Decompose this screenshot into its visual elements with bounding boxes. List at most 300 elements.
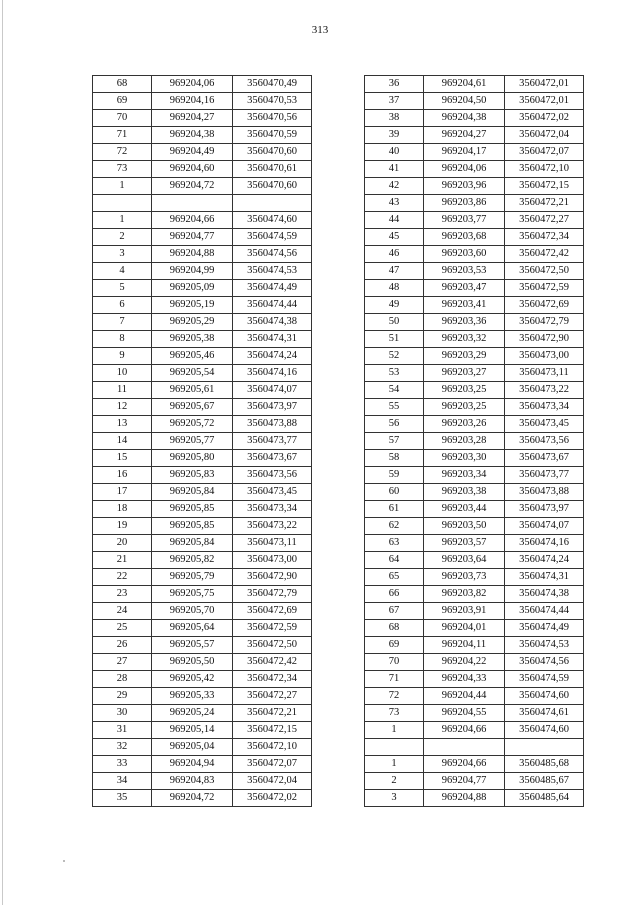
y-coordinate-cell: 3560474,24: [233, 348, 312, 365]
table-row: [365, 263, 584, 280]
table-row: [93, 161, 312, 178]
table-row: [365, 110, 584, 127]
x-coordinate-cell: 969203,47: [424, 280, 505, 297]
point-number-cell: 3: [365, 790, 424, 807]
point-number-cell: 51: [365, 331, 424, 348]
x-coordinate-cell: 969205,38: [152, 331, 233, 348]
point-number-cell: 9: [93, 348, 152, 365]
y-coordinate-cell: 3560472,34: [505, 229, 584, 246]
x-coordinate-cell: 969205,64: [152, 620, 233, 637]
y-coordinate-cell: 3560473,00: [233, 552, 312, 569]
x-coordinate-cell: 969203,86: [424, 195, 505, 212]
y-coordinate-cell: 3560472,90: [505, 331, 584, 348]
table-row: [365, 433, 584, 450]
point-number-cell: 1: [93, 212, 152, 229]
x-coordinate-cell: 969205,24: [152, 705, 233, 722]
x-coordinate-cell: 969203,25: [424, 382, 505, 399]
table-row: [93, 739, 312, 756]
table-row: [93, 297, 312, 314]
y-coordinate-cell: 3560474,61: [505, 705, 584, 722]
table-row: [365, 620, 584, 637]
x-coordinate-cell: 969203,30: [424, 450, 505, 467]
y-coordinate-cell: 3560470,49: [233, 76, 312, 93]
table-row: [365, 399, 584, 416]
x-coordinate-cell: 969205,83: [152, 467, 233, 484]
table-row: [365, 637, 584, 654]
point-number-cell: 33: [93, 756, 152, 773]
point-number-cell: 36: [365, 76, 424, 93]
y-coordinate-cell: 3560474,38: [233, 314, 312, 331]
x-coordinate-cell: 969205,61: [152, 382, 233, 399]
table-row: [93, 773, 312, 790]
y-coordinate-cell: 3560485,67: [505, 773, 584, 790]
point-number-cell: 4: [93, 263, 152, 280]
x-coordinate-cell: 969205,75: [152, 586, 233, 603]
y-coordinate-cell: 3560472,79: [505, 314, 584, 331]
y-coordinate-cell: 3560474,07: [505, 518, 584, 535]
x-coordinate-cell: 969205,82: [152, 552, 233, 569]
point-number-cell: 54: [365, 382, 424, 399]
point-number-cell: 1: [365, 722, 424, 739]
x-coordinate-cell: 969204,66: [424, 722, 505, 739]
y-coordinate-cell: 3560472,27: [505, 212, 584, 229]
point-number-cell: 70: [365, 654, 424, 671]
y-coordinate-cell: 3560473,97: [233, 399, 312, 416]
point-number-cell: 26: [93, 637, 152, 654]
x-coordinate-cell: 969204,66: [152, 212, 233, 229]
y-coordinate-cell: 3560473,11: [233, 535, 312, 552]
y-coordinate-cell: 3560474,44: [233, 297, 312, 314]
table-body: [365, 76, 584, 807]
y-coordinate-cell: 3560472,50: [233, 637, 312, 654]
x-coordinate-cell: 969205,29: [152, 314, 233, 331]
x-coordinate-cell: 969204,99: [152, 263, 233, 280]
point-number-cell: 59: [365, 467, 424, 484]
x-coordinate-cell: 969205,09: [152, 280, 233, 297]
point-number-cell: 6: [93, 297, 152, 314]
x-coordinate-cell: [424, 739, 505, 756]
table-row: [93, 416, 312, 433]
point-number-cell: 64: [365, 552, 424, 569]
scan-border: [2, 0, 3, 905]
point-number-cell: 43: [365, 195, 424, 212]
y-coordinate-cell: [233, 195, 312, 212]
point-number-cell: 21: [93, 552, 152, 569]
point-number-cell: 73: [93, 161, 152, 178]
table-row: [365, 739, 584, 756]
point-number-cell: 68: [365, 620, 424, 637]
x-coordinate-cell: 969205,77: [152, 433, 233, 450]
y-coordinate-cell: 3560473,22: [233, 518, 312, 535]
x-coordinate-cell: 969204,83: [152, 773, 233, 790]
point-number-cell: 45: [365, 229, 424, 246]
y-coordinate-cell: [505, 739, 584, 756]
table-row: [365, 212, 584, 229]
point-number-cell: 66: [365, 586, 424, 603]
table-body: [93, 76, 312, 807]
x-coordinate-cell: 969204,16: [152, 93, 233, 110]
point-number-cell: 65: [365, 569, 424, 586]
y-coordinate-cell: 3560472,02: [233, 790, 312, 807]
table-row: [93, 263, 312, 280]
table-row: [365, 161, 584, 178]
x-coordinate-cell: 969204,49: [152, 144, 233, 161]
x-coordinate-cell: 969205,54: [152, 365, 233, 382]
x-coordinate-cell: 969204,06: [152, 76, 233, 93]
point-number-cell: 39: [365, 127, 424, 144]
table-row: [93, 518, 312, 535]
table-row: [365, 297, 584, 314]
y-coordinate-cell: 3560474,24: [505, 552, 584, 569]
point-number-cell: 20: [93, 535, 152, 552]
x-coordinate-cell: 969204,22: [424, 654, 505, 671]
point-number-cell: 44: [365, 212, 424, 229]
y-coordinate-cell: 3560474,59: [233, 229, 312, 246]
y-coordinate-cell: 3560472,90: [233, 569, 312, 586]
x-coordinate-cell: 969205,79: [152, 569, 233, 586]
y-coordinate-cell: 3560473,22: [505, 382, 584, 399]
table-row: [93, 144, 312, 161]
table-row: [93, 110, 312, 127]
point-number-cell: 8: [93, 331, 152, 348]
point-number-cell: 73: [365, 705, 424, 722]
y-coordinate-cell: 3560473,88: [505, 484, 584, 501]
point-number-cell: 24: [93, 603, 152, 620]
x-coordinate-cell: 969203,38: [424, 484, 505, 501]
point-number-cell: 1: [365, 756, 424, 773]
x-coordinate-cell: 969204,27: [152, 110, 233, 127]
x-coordinate-cell: 969205,84: [152, 535, 233, 552]
point-number-cell: 72: [365, 688, 424, 705]
y-coordinate-cell: 3560473,88: [233, 416, 312, 433]
point-number-cell: 17: [93, 484, 152, 501]
table-row: [93, 705, 312, 722]
x-coordinate-cell: 969203,29: [424, 348, 505, 365]
point-number-cell: 30: [93, 705, 152, 722]
point-number-cell: 47: [365, 263, 424, 280]
y-coordinate-cell: 3560473,34: [233, 501, 312, 518]
scan-speck: [63, 860, 65, 862]
point-number-cell: 3: [93, 246, 152, 263]
table-row: [365, 790, 584, 807]
table-row: [365, 331, 584, 348]
x-coordinate-cell: 969204,94: [152, 756, 233, 773]
table-row: [93, 603, 312, 620]
table-row: [93, 450, 312, 467]
point-number-cell: 48: [365, 280, 424, 297]
table-row: [93, 484, 312, 501]
point-number-cell: 41: [365, 161, 424, 178]
table-row: [93, 654, 312, 671]
x-coordinate-cell: 969205,57: [152, 637, 233, 654]
x-coordinate-cell: 969205,19: [152, 297, 233, 314]
x-coordinate-cell: 969203,73: [424, 569, 505, 586]
y-coordinate-cell: 3560474,49: [233, 280, 312, 297]
x-coordinate-cell: 969204,88: [424, 790, 505, 807]
x-coordinate-cell: 969204,06: [424, 161, 505, 178]
point-number-cell: 46: [365, 246, 424, 263]
table-row: [93, 756, 312, 773]
x-coordinate-cell: 969203,36: [424, 314, 505, 331]
x-coordinate-cell: 969203,28: [424, 433, 505, 450]
table-row: [365, 416, 584, 433]
x-coordinate-cell: 969205,85: [152, 518, 233, 535]
point-number-cell: 58: [365, 450, 424, 467]
y-coordinate-cell: 3560472,15: [505, 178, 584, 195]
y-coordinate-cell: 3560472,42: [233, 654, 312, 671]
x-coordinate-cell: 969203,53: [424, 263, 505, 280]
point-number-cell: 38: [365, 110, 424, 127]
table-row: [365, 586, 584, 603]
y-coordinate-cell: 3560473,77: [505, 467, 584, 484]
y-coordinate-cell: 3560474,38: [505, 586, 584, 603]
x-coordinate-cell: 969203,26: [424, 416, 505, 433]
point-number-cell: 13: [93, 416, 152, 433]
y-coordinate-cell: 3560472,15: [233, 722, 312, 739]
point-number-cell: 5: [93, 280, 152, 297]
table-row: [93, 178, 312, 195]
y-coordinate-cell: 3560472,27: [233, 688, 312, 705]
x-coordinate-cell: 969204,72: [152, 178, 233, 195]
x-coordinate-cell: 969203,82: [424, 586, 505, 603]
x-coordinate-cell: 969203,57: [424, 535, 505, 552]
table-row: [93, 569, 312, 586]
point-number-cell: 50: [365, 314, 424, 331]
y-coordinate-cell: 3560472,69: [233, 603, 312, 620]
table-row: [93, 195, 312, 212]
y-coordinate-cell: 3560474,56: [233, 246, 312, 263]
x-coordinate-cell: 969205,46: [152, 348, 233, 365]
y-coordinate-cell: 3560472,02: [505, 110, 584, 127]
table-row: [365, 93, 584, 110]
table-row: [365, 688, 584, 705]
point-number-cell: 53: [365, 365, 424, 382]
point-number-cell: 7: [93, 314, 152, 331]
table-row: [93, 331, 312, 348]
x-coordinate-cell: 969203,25: [424, 399, 505, 416]
y-coordinate-cell: 3560474,16: [233, 365, 312, 382]
point-number-cell: 71: [365, 671, 424, 688]
y-coordinate-cell: 3560485,68: [505, 756, 584, 773]
x-coordinate-cell: 969204,72: [152, 790, 233, 807]
y-coordinate-cell: 3560472,59: [233, 620, 312, 637]
x-coordinate-cell: 969205,33: [152, 688, 233, 705]
x-coordinate-cell: 969204,44: [424, 688, 505, 705]
point-number-cell: [93, 195, 152, 212]
point-number-cell: 32: [93, 739, 152, 756]
x-coordinate-cell: 969203,32: [424, 331, 505, 348]
y-coordinate-cell: 3560473,34: [505, 399, 584, 416]
y-coordinate-cell: 3560474,60: [505, 722, 584, 739]
y-coordinate-cell: 3560474,60: [233, 212, 312, 229]
y-coordinate-cell: 3560472,04: [505, 127, 584, 144]
point-number-cell: 23: [93, 586, 152, 603]
x-coordinate-cell: 969205,84: [152, 484, 233, 501]
y-coordinate-cell: 3560472,10: [505, 161, 584, 178]
table-row: [93, 552, 312, 569]
x-coordinate-cell: 969205,04: [152, 739, 233, 756]
point-number-cell: 57: [365, 433, 424, 450]
point-number-cell: 69: [93, 93, 152, 110]
y-coordinate-cell: 3560473,56: [233, 467, 312, 484]
point-number-cell: 19: [93, 518, 152, 535]
point-number-cell: 31: [93, 722, 152, 739]
table-row: [365, 569, 584, 586]
x-coordinate-cell: 969205,50: [152, 654, 233, 671]
y-coordinate-cell: 3560472,01: [505, 76, 584, 93]
table-row: [93, 212, 312, 229]
point-number-cell: 63: [365, 535, 424, 552]
point-number-cell: 72: [93, 144, 152, 161]
point-number-cell: 52: [365, 348, 424, 365]
y-coordinate-cell: 3560473,67: [505, 450, 584, 467]
y-coordinate-cell: 3560485,64: [505, 790, 584, 807]
x-coordinate-cell: 969204,38: [152, 127, 233, 144]
x-coordinate-cell: 969203,41: [424, 297, 505, 314]
table-row: [365, 246, 584, 263]
table-row: [365, 229, 584, 246]
table-row: [93, 433, 312, 450]
x-coordinate-cell: 969204,66: [424, 756, 505, 773]
y-coordinate-cell: 3560474,59: [505, 671, 584, 688]
table-row: [365, 450, 584, 467]
x-coordinate-cell: 969203,64: [424, 552, 505, 569]
table-row: [93, 722, 312, 739]
x-coordinate-cell: 969204,38: [424, 110, 505, 127]
x-coordinate-cell: 969203,96: [424, 178, 505, 195]
point-number-cell: 69: [365, 637, 424, 654]
table-row: [93, 280, 312, 297]
y-coordinate-cell: 3560474,16: [505, 535, 584, 552]
y-coordinate-cell: 3560474,31: [505, 569, 584, 586]
x-coordinate-cell: 969204,61: [424, 76, 505, 93]
y-coordinate-cell: 3560474,60: [505, 688, 584, 705]
table-row: [93, 399, 312, 416]
y-coordinate-cell: 3560474,07: [233, 382, 312, 399]
coordinates-table-right: [364, 75, 584, 807]
y-coordinate-cell: 3560472,07: [233, 756, 312, 773]
table-row: [365, 348, 584, 365]
x-coordinate-cell: 969204,27: [424, 127, 505, 144]
y-coordinate-cell: 3560473,45: [505, 416, 584, 433]
y-coordinate-cell: 3560472,59: [505, 280, 584, 297]
table-row: [93, 314, 312, 331]
x-coordinate-cell: 969204,60: [152, 161, 233, 178]
table-row: [93, 637, 312, 654]
point-number-cell: 10: [93, 365, 152, 382]
y-coordinate-cell: 3560470,60: [233, 178, 312, 195]
y-coordinate-cell: 3560473,67: [233, 450, 312, 467]
y-coordinate-cell: 3560472,50: [505, 263, 584, 280]
y-coordinate-cell: 3560472,34: [233, 671, 312, 688]
y-coordinate-cell: 3560474,53: [233, 263, 312, 280]
point-number-cell: 62: [365, 518, 424, 535]
table-row: [93, 76, 312, 93]
y-coordinate-cell: 3560470,59: [233, 127, 312, 144]
table-row: [365, 722, 584, 739]
point-number-cell: 29: [93, 688, 152, 705]
table-row: [93, 382, 312, 399]
x-coordinate-cell: 969203,60: [424, 246, 505, 263]
x-coordinate-cell: 969204,01: [424, 620, 505, 637]
y-coordinate-cell: 3560474,49: [505, 620, 584, 637]
y-coordinate-cell: 3560472,69: [505, 297, 584, 314]
table-row: [93, 365, 312, 382]
table-row: [93, 127, 312, 144]
y-coordinate-cell: 3560470,53: [233, 93, 312, 110]
table-row: [365, 314, 584, 331]
point-number-cell: 16: [93, 467, 152, 484]
table-row: [365, 365, 584, 382]
point-number-cell: 28: [93, 671, 152, 688]
point-number-cell: 22: [93, 569, 152, 586]
table-row: [93, 229, 312, 246]
x-coordinate-cell: 969203,50: [424, 518, 505, 535]
point-number-cell: 14: [93, 433, 152, 450]
table-row: [365, 467, 584, 484]
x-coordinate-cell: 969204,33: [424, 671, 505, 688]
table-row: [365, 127, 584, 144]
point-number-cell: 55: [365, 399, 424, 416]
table-row: [93, 246, 312, 263]
point-number-cell: 56: [365, 416, 424, 433]
x-coordinate-cell: [152, 195, 233, 212]
point-number-cell: 27: [93, 654, 152, 671]
point-number-cell: 35: [93, 790, 152, 807]
y-coordinate-cell: 3560473,56: [505, 433, 584, 450]
point-number-cell: 34: [93, 773, 152, 790]
table-row: [365, 603, 584, 620]
point-number-cell: 70: [93, 110, 152, 127]
x-coordinate-cell: 969203,34: [424, 467, 505, 484]
table-row: [365, 144, 584, 161]
y-coordinate-cell: 3560472,01: [505, 93, 584, 110]
table-row: [365, 484, 584, 501]
table-row: [365, 518, 584, 535]
y-coordinate-cell: 3560473,00: [505, 348, 584, 365]
y-coordinate-cell: 3560470,56: [233, 110, 312, 127]
table-row: [365, 671, 584, 688]
point-number-cell: 68: [93, 76, 152, 93]
point-number-cell: 42: [365, 178, 424, 195]
point-number-cell: [365, 739, 424, 756]
page-number: 313: [311, 24, 329, 36]
x-coordinate-cell: 969203,68: [424, 229, 505, 246]
table-row: [365, 773, 584, 790]
point-number-cell: 49: [365, 297, 424, 314]
point-number-cell: 11: [93, 382, 152, 399]
y-coordinate-cell: 3560472,10: [233, 739, 312, 756]
y-coordinate-cell: 3560474,53: [505, 637, 584, 654]
table-row: [365, 501, 584, 518]
table-row: [93, 671, 312, 688]
x-coordinate-cell: 969203,91: [424, 603, 505, 620]
point-number-cell: 12: [93, 399, 152, 416]
table-row: [365, 654, 584, 671]
table-row: [93, 93, 312, 110]
x-coordinate-cell: 969205,80: [152, 450, 233, 467]
point-number-cell: 2: [365, 773, 424, 790]
x-coordinate-cell: 969205,72: [152, 416, 233, 433]
x-coordinate-cell: 969204,11: [424, 637, 505, 654]
point-number-cell: 1: [93, 178, 152, 195]
point-number-cell: 18: [93, 501, 152, 518]
table-row: [365, 195, 584, 212]
table-row: [93, 790, 312, 807]
table-row: [365, 535, 584, 552]
x-coordinate-cell: 969205,70: [152, 603, 233, 620]
x-coordinate-cell: 969204,55: [424, 705, 505, 722]
